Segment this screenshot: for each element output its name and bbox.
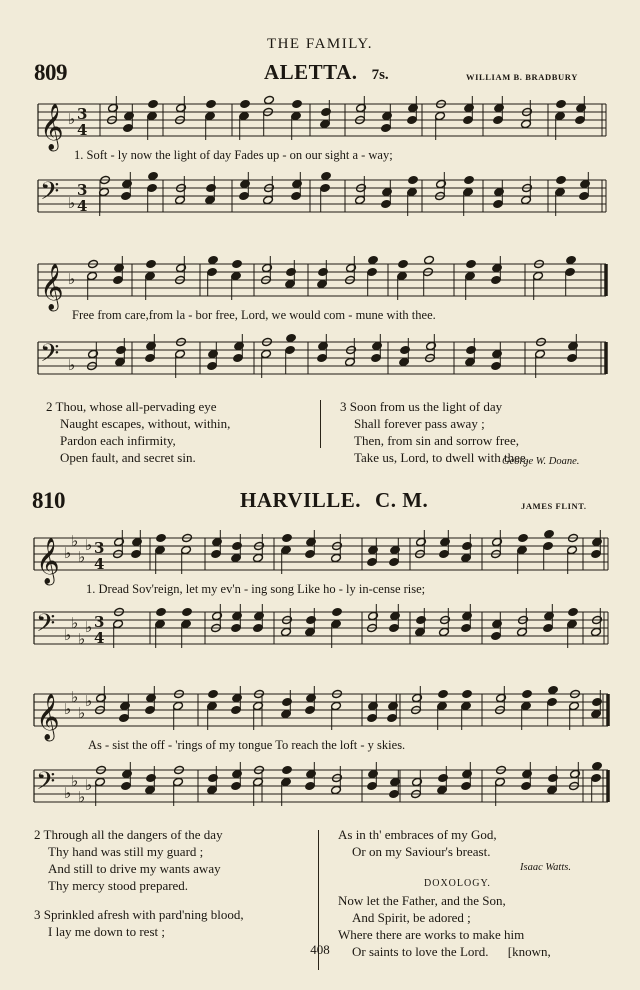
time-signature-numerator: 3: [94, 613, 105, 631]
note-head: [321, 107, 332, 116]
note-head: [208, 689, 219, 698]
note-head: [462, 689, 473, 698]
note-head: [114, 263, 125, 272]
note-head: [522, 769, 533, 778]
note-head: [232, 769, 243, 778]
note-head: [576, 103, 587, 112]
note-head: [492, 349, 503, 358]
note-head: [148, 171, 159, 180]
time-signature-numerator: 3: [94, 539, 105, 557]
note-head: [416, 615, 427, 624]
music-staff-bass: [0, 762, 640, 814]
verse-line: Shall forever pass away ;: [354, 416, 485, 431]
verse-line: And still to drive my wants away: [48, 861, 221, 876]
note-head: [492, 537, 503, 546]
note-head: [318, 267, 329, 276]
note-head: [568, 341, 579, 350]
note-head: [124, 111, 135, 120]
verse-line: As in th' embraces of my God,: [338, 827, 497, 842]
note-head: [592, 761, 603, 770]
note-head: [580, 179, 591, 188]
verse-line: Take us, Lord, to dwell with thee.: [354, 450, 529, 465]
flat-sign-icon: ♭: [64, 544, 72, 562]
note-head: [496, 693, 507, 702]
note-head: [122, 179, 133, 188]
note-head: [544, 611, 555, 620]
note-head: [146, 259, 157, 268]
flat-sign-icon: ♭: [68, 194, 76, 212]
flat-sign-icon: ♭: [71, 688, 79, 706]
note-head: [146, 773, 157, 782]
verse-line: Where there are works to make him: [338, 927, 525, 942]
note-head: [390, 545, 401, 554]
flat-sign-icon: ♭: [64, 700, 72, 718]
verse-line: Naught escapes, without, within,: [60, 416, 231, 431]
note-head: [306, 615, 317, 624]
time-signature-denominator: 4: [94, 555, 105, 573]
note-head: [568, 607, 579, 616]
flat-sign-icon: ♭: [71, 532, 79, 550]
flat-sign-icon: ♭: [85, 776, 93, 794]
verse-line-text: Or saints to love the Lord.: [352, 944, 489, 959]
note-head: [522, 689, 533, 698]
note-head: [494, 103, 505, 112]
note-head: [424, 255, 435, 264]
note-head: [440, 537, 451, 546]
treble-clef-icon: 𝄞: [36, 694, 60, 740]
flat-sign-icon: ♭: [78, 788, 86, 806]
note-head: [494, 187, 505, 196]
flat-sign-icon: ♭: [68, 270, 76, 288]
lyrics-line: Free from care,from la - bor free, Lord, we would com - mune with thee.: [72, 308, 436, 322]
note-head: [292, 99, 303, 108]
music-staff-treble: [0, 686, 640, 738]
hymn-number: 810: [32, 488, 65, 513]
page-number: 408: [310, 942, 330, 957]
note-head: [318, 341, 329, 350]
note-head: [368, 545, 379, 554]
note-head: [96, 693, 107, 702]
time-signature-denominator: 4: [94, 629, 105, 647]
note-head: [240, 99, 251, 108]
tune-name: HARVILLE.: [240, 488, 362, 512]
note-head: [556, 99, 567, 108]
note-head: [398, 259, 409, 268]
note-head: [466, 345, 477, 354]
verse-line: 3 Soon from us the light of day: [340, 399, 503, 414]
note-head: [518, 533, 529, 542]
meter: C. M.: [375, 488, 429, 512]
lyrics-line: As - sist the off - 'rings of my tongue To reach the loft - y skies.: [88, 738, 406, 752]
note-head: [412, 693, 423, 702]
note-head: [306, 537, 317, 546]
note-head: [556, 175, 567, 184]
verse-line: 2 Through all the dangers of the day: [34, 827, 223, 842]
note-head: [436, 179, 447, 188]
note-head: [388, 701, 399, 710]
note-head: [156, 533, 167, 542]
note-head: [400, 345, 411, 354]
doxology-title: DOXOLOGY.: [424, 878, 491, 889]
verse: [338, 826, 497, 860]
flat-sign-icon: ♭: [78, 630, 86, 648]
note-head: [306, 769, 317, 778]
note-head: [286, 267, 297, 276]
note-head: [462, 541, 473, 550]
note-head: [438, 689, 449, 698]
note-head: [332, 607, 343, 616]
music-staff-bass: [0, 334, 640, 386]
lyrics-line: 1. Soft - ly now the light of day Fades up - on our sight a - way;: [74, 148, 393, 162]
note-head: [282, 533, 293, 542]
flat-sign-icon: ♭: [78, 704, 86, 722]
flat-sign-icon: ♭: [71, 772, 79, 790]
note-head: [132, 537, 143, 546]
flat-sign-icon: ♭: [85, 536, 93, 554]
note-head: [182, 607, 193, 616]
flat-sign-icon: ♭: [68, 356, 76, 374]
note-head: [232, 259, 243, 268]
flat-sign-icon: ♭: [78, 548, 86, 566]
verse: [34, 906, 244, 940]
verse-line: Open fault, and secret sin.: [60, 450, 196, 465]
note-head: [254, 611, 265, 620]
music-staff-treble: [0, 256, 640, 308]
note-head: [156, 607, 167, 616]
note-head: [146, 341, 157, 350]
note-head: [120, 701, 131, 710]
note-head: [232, 693, 243, 702]
bass-clef-icon: 𝄢: [40, 339, 60, 374]
note-head: [462, 611, 473, 620]
hymn-number: 809: [34, 60, 67, 85]
flat-sign-icon: ♭: [85, 618, 93, 636]
note-head: [122, 769, 133, 778]
note-head: [544, 529, 555, 538]
note-head: [321, 171, 332, 180]
note-head: [232, 541, 243, 550]
flat-sign-icon: ♭: [64, 626, 72, 644]
music-staff-bass: [0, 604, 640, 656]
hymn-title: [264, 60, 389, 85]
note-head: [408, 175, 419, 184]
note-head: [176, 263, 187, 272]
note-head: [114, 537, 125, 546]
note-head: [570, 769, 581, 778]
note-head: [306, 693, 317, 702]
note-head: [412, 777, 423, 786]
note-head: [212, 611, 223, 620]
verse-line: Thy hand was still my guard ;: [48, 844, 204, 859]
note-head: [212, 537, 223, 546]
note-head: [566, 255, 577, 264]
note-head: [282, 765, 293, 774]
verse-line: And Spirit, be adored ;: [352, 910, 471, 925]
note-head: [292, 179, 303, 188]
treble-clef-icon: 𝄞: [40, 264, 64, 310]
music-staff-bass: [0, 172, 640, 224]
note-head: [466, 259, 477, 268]
note-head: [426, 341, 437, 350]
note-head: [282, 697, 293, 706]
note-head: [208, 349, 219, 358]
flat-sign-icon: ♭: [64, 784, 72, 802]
lyrics-line: 1. Dread Sov'reign, let my ev'n - ing song Like ho - ly in-cense rise;: [86, 582, 426, 596]
note-head: [438, 773, 449, 782]
note-head: [382, 111, 393, 120]
note-head: [390, 611, 401, 620]
note-head: [206, 99, 217, 108]
music-staff-treble: [0, 530, 640, 582]
note-head: [108, 103, 119, 112]
bass-clef-icon: 𝄢: [36, 609, 56, 644]
time-signature-numerator: 3: [77, 181, 88, 199]
note-head: [416, 537, 427, 546]
tune-name: ALETTA.: [264, 60, 358, 84]
composer: JAMES FLINT.: [521, 501, 587, 511]
verse-line: 3 Sprinkled afresh with pard'ning blood,: [34, 907, 244, 922]
attribution: Isaac Watts.: [520, 862, 571, 873]
note-head: [262, 263, 273, 272]
note-head: [368, 701, 379, 710]
verse-line: Or on my Saviour's breast.: [352, 844, 491, 859]
music-staff-treble: [0, 96, 640, 148]
note-head: [206, 183, 217, 192]
note-head: [408, 103, 419, 112]
verse-line: Thy mercy stood prepared.: [48, 878, 189, 893]
note-head: [592, 537, 603, 546]
attribution: George W. Doane.: [502, 456, 580, 467]
treble-clef-icon: 𝄞: [36, 538, 60, 584]
note-head: [548, 685, 559, 694]
flat-sign-icon: ♭: [68, 110, 76, 128]
note-head: [368, 769, 379, 778]
note-head: [492, 619, 503, 628]
note-head: [356, 103, 367, 112]
verse-line: I lay me down to rest ;: [48, 924, 165, 939]
note-head: [548, 773, 559, 782]
note-head: [368, 611, 379, 620]
note-head: [88, 349, 99, 358]
note-head: [234, 341, 245, 350]
verse: [46, 398, 230, 466]
note-head: [492, 263, 503, 272]
composer: WILLIAM B. BRADBURY: [466, 72, 578, 82]
note-head: [146, 693, 157, 702]
note-head: [368, 255, 379, 264]
note-head: [346, 263, 357, 272]
note-head: [382, 187, 393, 196]
note-head: [464, 175, 475, 184]
time-signature-numerator: 3: [77, 105, 88, 123]
note-head: [148, 99, 159, 108]
column-divider: [320, 400, 321, 448]
note-head: [176, 103, 187, 112]
page-header: THE FAMILY.: [266, 36, 374, 52]
note-head: [240, 179, 251, 188]
note-head: [464, 103, 475, 112]
note-head: [372, 341, 383, 350]
note-head: [208, 773, 219, 782]
time-signature-denominator: 4: [77, 121, 88, 139]
verse-line: Then, from sin and sorrow free,: [354, 433, 519, 448]
bass-clef-icon: 𝄢: [40, 177, 60, 212]
meter: 7s.: [371, 67, 389, 83]
note-head: [208, 255, 219, 264]
verse-line-continuation: [known,: [507, 944, 551, 959]
note-head: [116, 345, 127, 354]
verse-line: Pardon each infirmity,: [60, 433, 176, 448]
note-head: [264, 95, 275, 104]
verse-line: Now let the Father, and the Son,: [338, 893, 506, 908]
note-head: [286, 333, 297, 342]
note-head: [232, 611, 243, 620]
time-signature-denominator: 4: [77, 197, 88, 215]
flat-sign-icon: ♭: [85, 692, 93, 710]
hymn-title: [240, 488, 428, 513]
note-head: [462, 769, 473, 778]
note-head: [390, 777, 401, 786]
note-head: [592, 697, 603, 706]
verse: [34, 826, 223, 894]
treble-clef-icon: 𝄞: [40, 104, 64, 150]
verse: [340, 398, 529, 466]
verse-line: 2 Thou, whose all-pervading eye: [46, 399, 217, 414]
bass-clef-icon: 𝄢: [36, 767, 56, 802]
flat-sign-icon: ♭: [71, 614, 79, 632]
